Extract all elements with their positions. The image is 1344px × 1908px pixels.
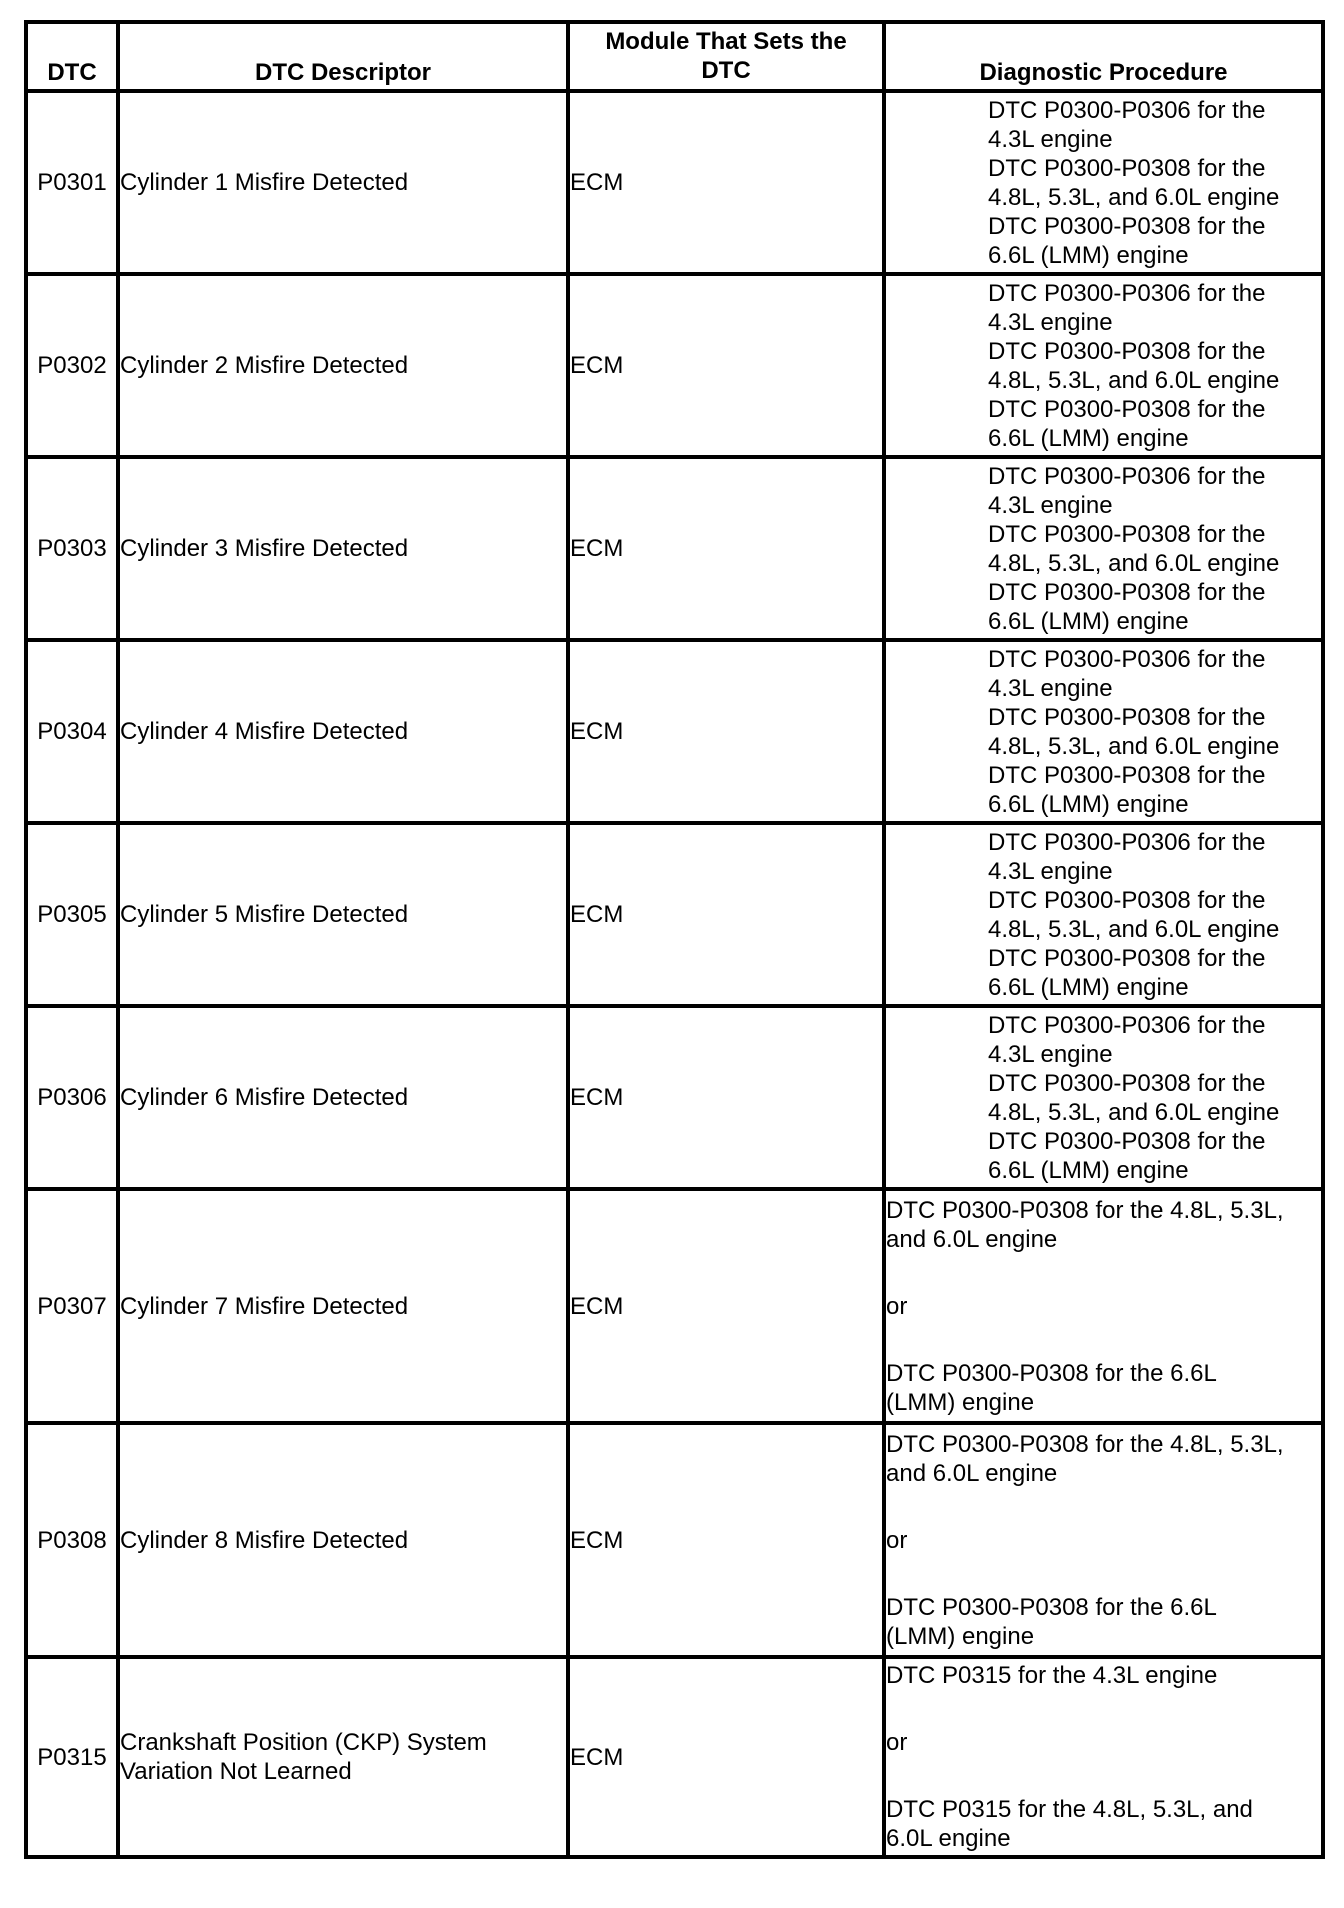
diagnostic-procedure-cell <box>884 1657 1323 1857</box>
dtc-descriptor-cell <box>118 1189 568 1423</box>
block-gap <box>886 1555 1321 1593</box>
procedure-line: DTC P0300-P0306 for the <box>988 1011 1266 1039</box>
diagnostic-procedure-cell <box>884 274 1323 457</box>
procedure-line: DTC P0300-P0308 for the 6.6L <box>886 1359 1217 1387</box>
procedure-line: DTC P0300-P0308 for the <box>988 886 1266 914</box>
procedure-line: 4.3L engine <box>988 308 1113 336</box>
procedure-line: 6.6L (LMM) engine <box>988 241 1189 269</box>
dtc-code-cell: P0307 <box>26 1189 118 1423</box>
block-gap <box>886 1488 1321 1526</box>
header-module <box>568 22 884 91</box>
procedure-line: DTC P0300-P0306 for the <box>988 279 1266 307</box>
table-row <box>26 823 1323 1006</box>
diagnostic-procedure-cell <box>884 1006 1323 1189</box>
diagnostic-procedure-cell <box>884 91 1323 274</box>
procedure-line: DTC P0300-P0306 for the <box>988 96 1266 124</box>
header-row <box>26 22 1323 91</box>
procedure-line: DTC P0300-P0306 for the <box>988 645 1266 673</box>
procedure-line: DTC P0300-P0308 for the 4.8L, 5.3L, <box>886 1196 1284 1224</box>
descriptor-line: Crankshaft Position (CKP) System <box>120 1729 487 1756</box>
descriptor-line: Cylinder 4 Misfire Detected <box>120 718 409 745</box>
table-row <box>26 274 1323 457</box>
diagnostic-procedure-cell <box>884 640 1323 823</box>
procedure-line: DTC P0300-P0308 for the <box>988 154 1266 182</box>
table-row <box>26 1006 1323 1189</box>
module-cell: ECM <box>568 640 884 823</box>
descriptor-line: Cylinder 2 Misfire Detected <box>120 352 409 379</box>
module-cell: ECM <box>568 1189 884 1423</box>
dtc-code-cell: P0305 <box>26 823 118 1006</box>
dtc-descriptor-cell <box>118 1006 568 1189</box>
procedure-line: 4.3L engine <box>988 674 1113 702</box>
procedure-line: 4.8L, 5.3L, and 6.0L engine <box>988 915 1280 943</box>
module-cell: ECM <box>568 91 884 274</box>
procedure-line: 4.8L, 5.3L, and 6.0L engine <box>988 183 1280 211</box>
dtc-descriptor-cell <box>118 91 568 274</box>
procedure-line: DTC P0300-P0308 for the <box>988 520 1266 548</box>
header-descriptor: DTC Descriptor <box>118 22 568 91</box>
procedure-line: 6.6L (LMM) engine <box>988 607 1189 635</box>
module-cell: ECM <box>568 823 884 1006</box>
table-row <box>26 640 1323 823</box>
procedure-line: 4.8L, 5.3L, and 6.0L engine <box>988 732 1280 760</box>
dtc-descriptor-cell <box>118 1423 568 1657</box>
module-cell: ECM <box>568 457 884 640</box>
procedure-line: and 6.0L engine <box>886 1459 1058 1487</box>
procedure-line: DTC P0300-P0308 for the 6.6L <box>886 1593 1217 1621</box>
dtc-table <box>24 20 1325 1859</box>
procedure-stack <box>886 96 1321 270</box>
block-gap <box>886 1757 1321 1795</box>
header-module-line2: DTC <box>701 56 751 84</box>
dtc-code-cell: P0308 <box>26 1423 118 1657</box>
procedure-stack <box>886 462 1321 636</box>
procedure-line: DTC P0300-P0308 for the <box>988 703 1266 731</box>
dtc-table-body <box>26 91 1323 1857</box>
procedure-line: DTC P0315 for the 4.3L engine <box>886 1662 1218 1689</box>
module-cell: ECM <box>568 274 884 457</box>
table-row <box>26 1189 1323 1423</box>
header-procedure: Diagnostic Procedure <box>884 22 1323 91</box>
dtc-descriptor-cell <box>118 640 568 823</box>
procedure-line: 4.3L engine <box>988 1040 1113 1068</box>
descriptor-line: Cylinder 1 Misfire Detected <box>120 169 409 196</box>
procedure-line: DTC P0300-P0306 for the <box>988 462 1266 490</box>
procedure-stack <box>886 279 1321 453</box>
header-module-line1: Module That Sets the <box>605 27 847 55</box>
procedure-line: DTC P0300-P0308 for the <box>988 1069 1266 1097</box>
diagnostic-procedure-cell <box>884 823 1323 1006</box>
dtc-code-cell: P0306 <box>26 1006 118 1189</box>
procedure-line: 4.8L, 5.3L, and 6.0L engine <box>988 549 1280 577</box>
dtc-descriptor-cell <box>118 457 568 640</box>
procedure-line: DTC P0300-P0308 for the <box>988 578 1266 606</box>
procedure-line: 4.8L, 5.3L, and 6.0L engine <box>988 1098 1280 1126</box>
procedure-line: DTC P0300-P0308 for the <box>988 761 1266 789</box>
diagnostic-procedure-cell <box>884 1189 1323 1423</box>
diagnostic-procedure-cell <box>884 1423 1323 1657</box>
procedure-line: DTC P0300-P0308 for the <box>988 212 1266 240</box>
procedure-line: DTC P0300-P0308 for the <box>988 395 1266 423</box>
procedure-line: DTC P0315 for the 4.8L, 5.3L, and <box>886 1796 1253 1823</box>
procedure-line: 6.6L (LMM) engine <box>988 790 1189 818</box>
procedure-line: DTC P0300-P0308 for the <box>988 1127 1266 1155</box>
block-gap <box>886 1690 1321 1728</box>
dtc-code-cell: P0302 <box>26 274 118 457</box>
block-gap <box>886 1254 1321 1292</box>
procedure-line: (LMM) engine <box>886 1388 1035 1416</box>
dtc-code-cell: P0303 <box>26 457 118 640</box>
descriptor-line: Cylinder 8 Misfire Detected <box>120 1526 409 1554</box>
descriptor-line: Cylinder 5 Misfire Detected <box>120 901 409 928</box>
dtc-descriptor-cell <box>118 823 568 1006</box>
dtc-code-cell: P0301 <box>26 91 118 274</box>
procedure-line: and 6.0L engine <box>886 1225 1058 1253</box>
header-dtc: DTC <box>26 22 118 91</box>
table-row <box>26 1423 1323 1657</box>
module-cell: ECM <box>568 1006 884 1189</box>
procedure-line: 6.6L (LMM) engine <box>988 1156 1189 1184</box>
dtc-code-cell: P0315 <box>26 1657 118 1857</box>
procedure-stack <box>886 1011 1321 1185</box>
procedure-line: DTC P0300-P0308 for the <box>988 337 1266 365</box>
module-cell: ECM <box>568 1657 884 1857</box>
block-gap <box>886 1321 1321 1359</box>
procedure-line: 6.6L (LMM) engine <box>988 973 1189 1001</box>
procedure-line: 4.3L engine <box>988 491 1113 519</box>
table-row <box>26 457 1323 640</box>
dtc-descriptor-cell <box>118 274 568 457</box>
procedure-line: DTC P0300-P0306 for the <box>988 828 1266 856</box>
procedure-line: DTC P0300-P0308 for the 4.8L, 5.3L, <box>886 1430 1284 1458</box>
procedure-line: 6.0L engine <box>886 1825 1011 1852</box>
procedure-line: 4.8L, 5.3L, and 6.0L engine <box>988 366 1280 394</box>
procedure-stack <box>886 828 1321 1002</box>
descriptor-line: Cylinder 6 Misfire Detected <box>120 1084 409 1111</box>
procedure-line: or <box>886 1292 908 1320</box>
table-row <box>26 1657 1323 1857</box>
dtc-descriptor-cell <box>118 1657 568 1857</box>
procedure-stack <box>886 645 1321 819</box>
procedure-line: or <box>886 1526 908 1554</box>
procedure-line: 4.3L engine <box>988 125 1113 153</box>
table-row <box>26 91 1323 274</box>
procedure-line: (LMM) engine <box>886 1622 1035 1650</box>
diagnostic-procedure-cell <box>884 457 1323 640</box>
module-cell: ECM <box>568 1423 884 1657</box>
dtc-code-cell: P0304 <box>26 640 118 823</box>
procedure-line: 4.3L engine <box>988 857 1113 885</box>
descriptor-line: Cylinder 7 Misfire Detected <box>120 1292 409 1320</box>
procedure-line: 6.6L (LMM) engine <box>988 424 1189 452</box>
procedure-line: or <box>886 1729 908 1756</box>
descriptor-line: Cylinder 3 Misfire Detected <box>120 535 409 562</box>
procedure-line: DTC P0300-P0308 for the <box>988 944 1266 972</box>
descriptor-line: Variation Not Learned <box>120 1758 352 1785</box>
